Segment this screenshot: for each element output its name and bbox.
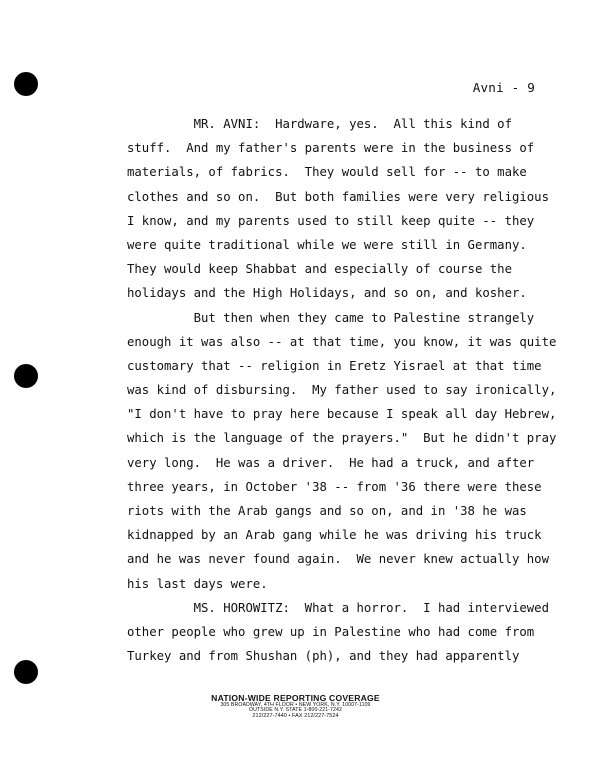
transcript-line: holidays and the High Holidays, and so on, and kosher.: [127, 286, 527, 301]
transcript-line: clothes and so on. But both families were very religious: [127, 189, 549, 204]
transcript-line: stuff. And my father's parents were in the business of: [127, 141, 535, 156]
transcript-line: very long. He was a driver. He had a truck, and after: [127, 455, 535, 470]
transcript-line: was kind of disbursing. My father used to say ironically,: [127, 383, 557, 398]
company-name: NATION-WIDE REPORTING COVERAGE: [211, 693, 380, 703]
transcript-line: I know, and my parents used to still keep quite -- they: [127, 213, 535, 228]
transcript-line: Turkey and from Shushan (ph), and they had apparently: [127, 649, 520, 664]
transcript-line: were quite traditional while we were still in Germany.: [127, 237, 527, 252]
toll-free-number: OUTSIDE N.Y. STATE 1-800-221-7242: [249, 707, 342, 714]
transcript-line: and he was never found again. We never knew actually how: [127, 552, 549, 567]
transcript-line: "I don't have to pray here because I speak all day Hebrew,: [127, 407, 557, 422]
transcript-line: which is the language of the prayers." But he didn't pray: [127, 431, 557, 446]
transcript-line: They would keep Shabbat and especially of course the: [127, 262, 512, 277]
transcript-line: kidnapped by an Arab gang while he was driving his truck: [127, 528, 542, 543]
punch-hole-top: [14, 72, 38, 96]
transcript-line: his last days were.: [127, 576, 268, 591]
transcript-line: MS. HOROWITZ: What a horror. I had interviewed: [127, 600, 549, 615]
transcript-line: MR. AVNI: Hardware, yes. All this kind of: [127, 117, 512, 131]
transcript-line: But then when they came to Palestine strangely: [127, 310, 535, 325]
punch-hole-middle: [14, 364, 38, 388]
reporter-footer: [0, 694, 591, 720]
transcript-line: other people who grew up in Palestine who had come from: [127, 624, 535, 639]
company-address: 305 BROADWAY, 4TH FLOOR • NEW YORK, N.Y. 10007-1109: [220, 702, 371, 709]
transcript-line: riots with the Arab gangs and so on, and in '38 he was: [127, 504, 527, 518]
punch-hole-bottom: [14, 660, 38, 684]
transcript-body: [127, 112, 557, 668]
transcript-line: enough it was also -- at that time, you know, it was quite: [127, 334, 557, 349]
transcript-line: materials, of fabrics. They would sell for -- to make: [127, 165, 527, 180]
transcript-line: three years, in October '38 -- from '36 there were these: [127, 479, 542, 494]
phone-fax-numbers: 212/227-7440 • FAX 212/227-7524: [252, 712, 339, 719]
transcript-line: customary that -- religion in Eretz Yisrael at that time: [127, 358, 542, 373]
page-number: Avni - 9: [472, 80, 535, 95]
